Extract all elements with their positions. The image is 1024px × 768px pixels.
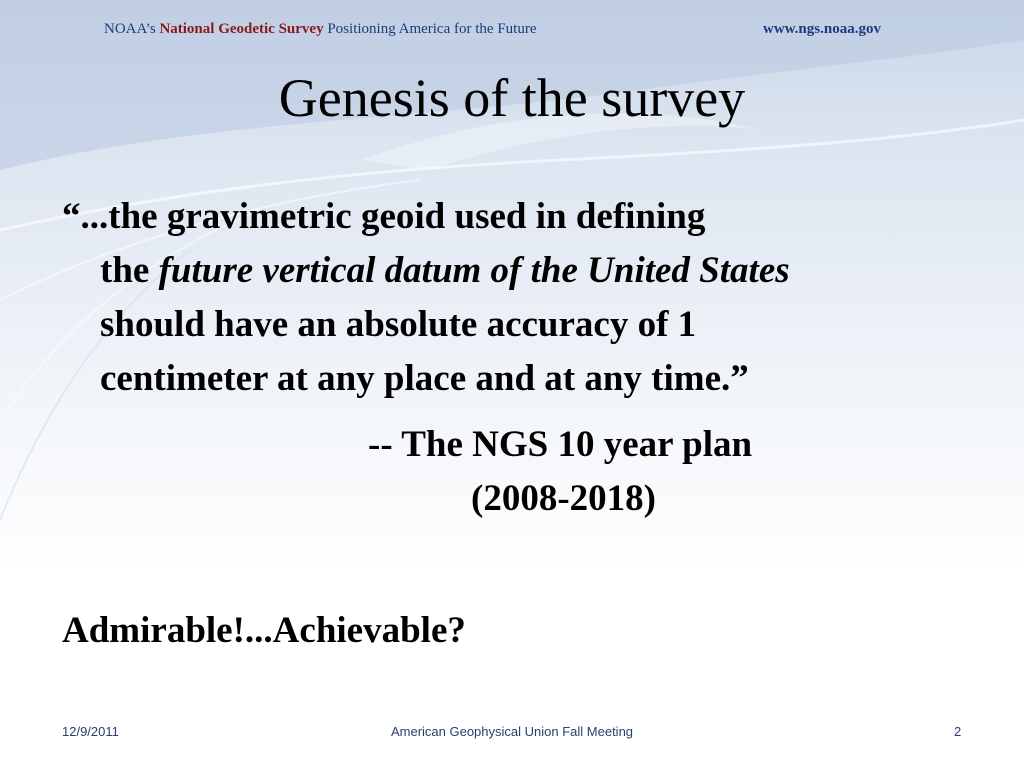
closing-statement: Admirable!...Achievable? [62,610,466,651]
footer-event: American Geophysical Union Fall Meeting [390,724,634,739]
org-branding [104,21,536,38]
org-name: National Geodetic Survey [159,21,324,37]
website-link[interactable]: www.ngs.noaa.gov [763,21,881,37]
attribution-line-2: (2008-2018) [471,478,656,519]
org-tagline: Positioning America for the Future [327,21,537,37]
quote-line-2-italic: future vertical datum of the United States [158,250,790,291]
quote-line-1: “...the gravimetric geoid used in defining [62,196,706,237]
header-bar [0,14,1024,46]
quote-line-2-plain: the [100,250,150,291]
footer-date: 12/9/2011 [62,724,119,739]
quote-line-2 [100,244,790,298]
quote-line-4: centimeter at any place and at any time.” [100,358,749,399]
quote-line-3: should have an absolute accuracy of 1 [100,304,697,345]
org-prefix: NOAA’s [104,21,156,37]
slide-title: Genesis of the survey [278,68,746,128]
attribution-line-1: -- The NGS 10 year plan [368,424,753,465]
page-number: 2 [954,724,962,739]
